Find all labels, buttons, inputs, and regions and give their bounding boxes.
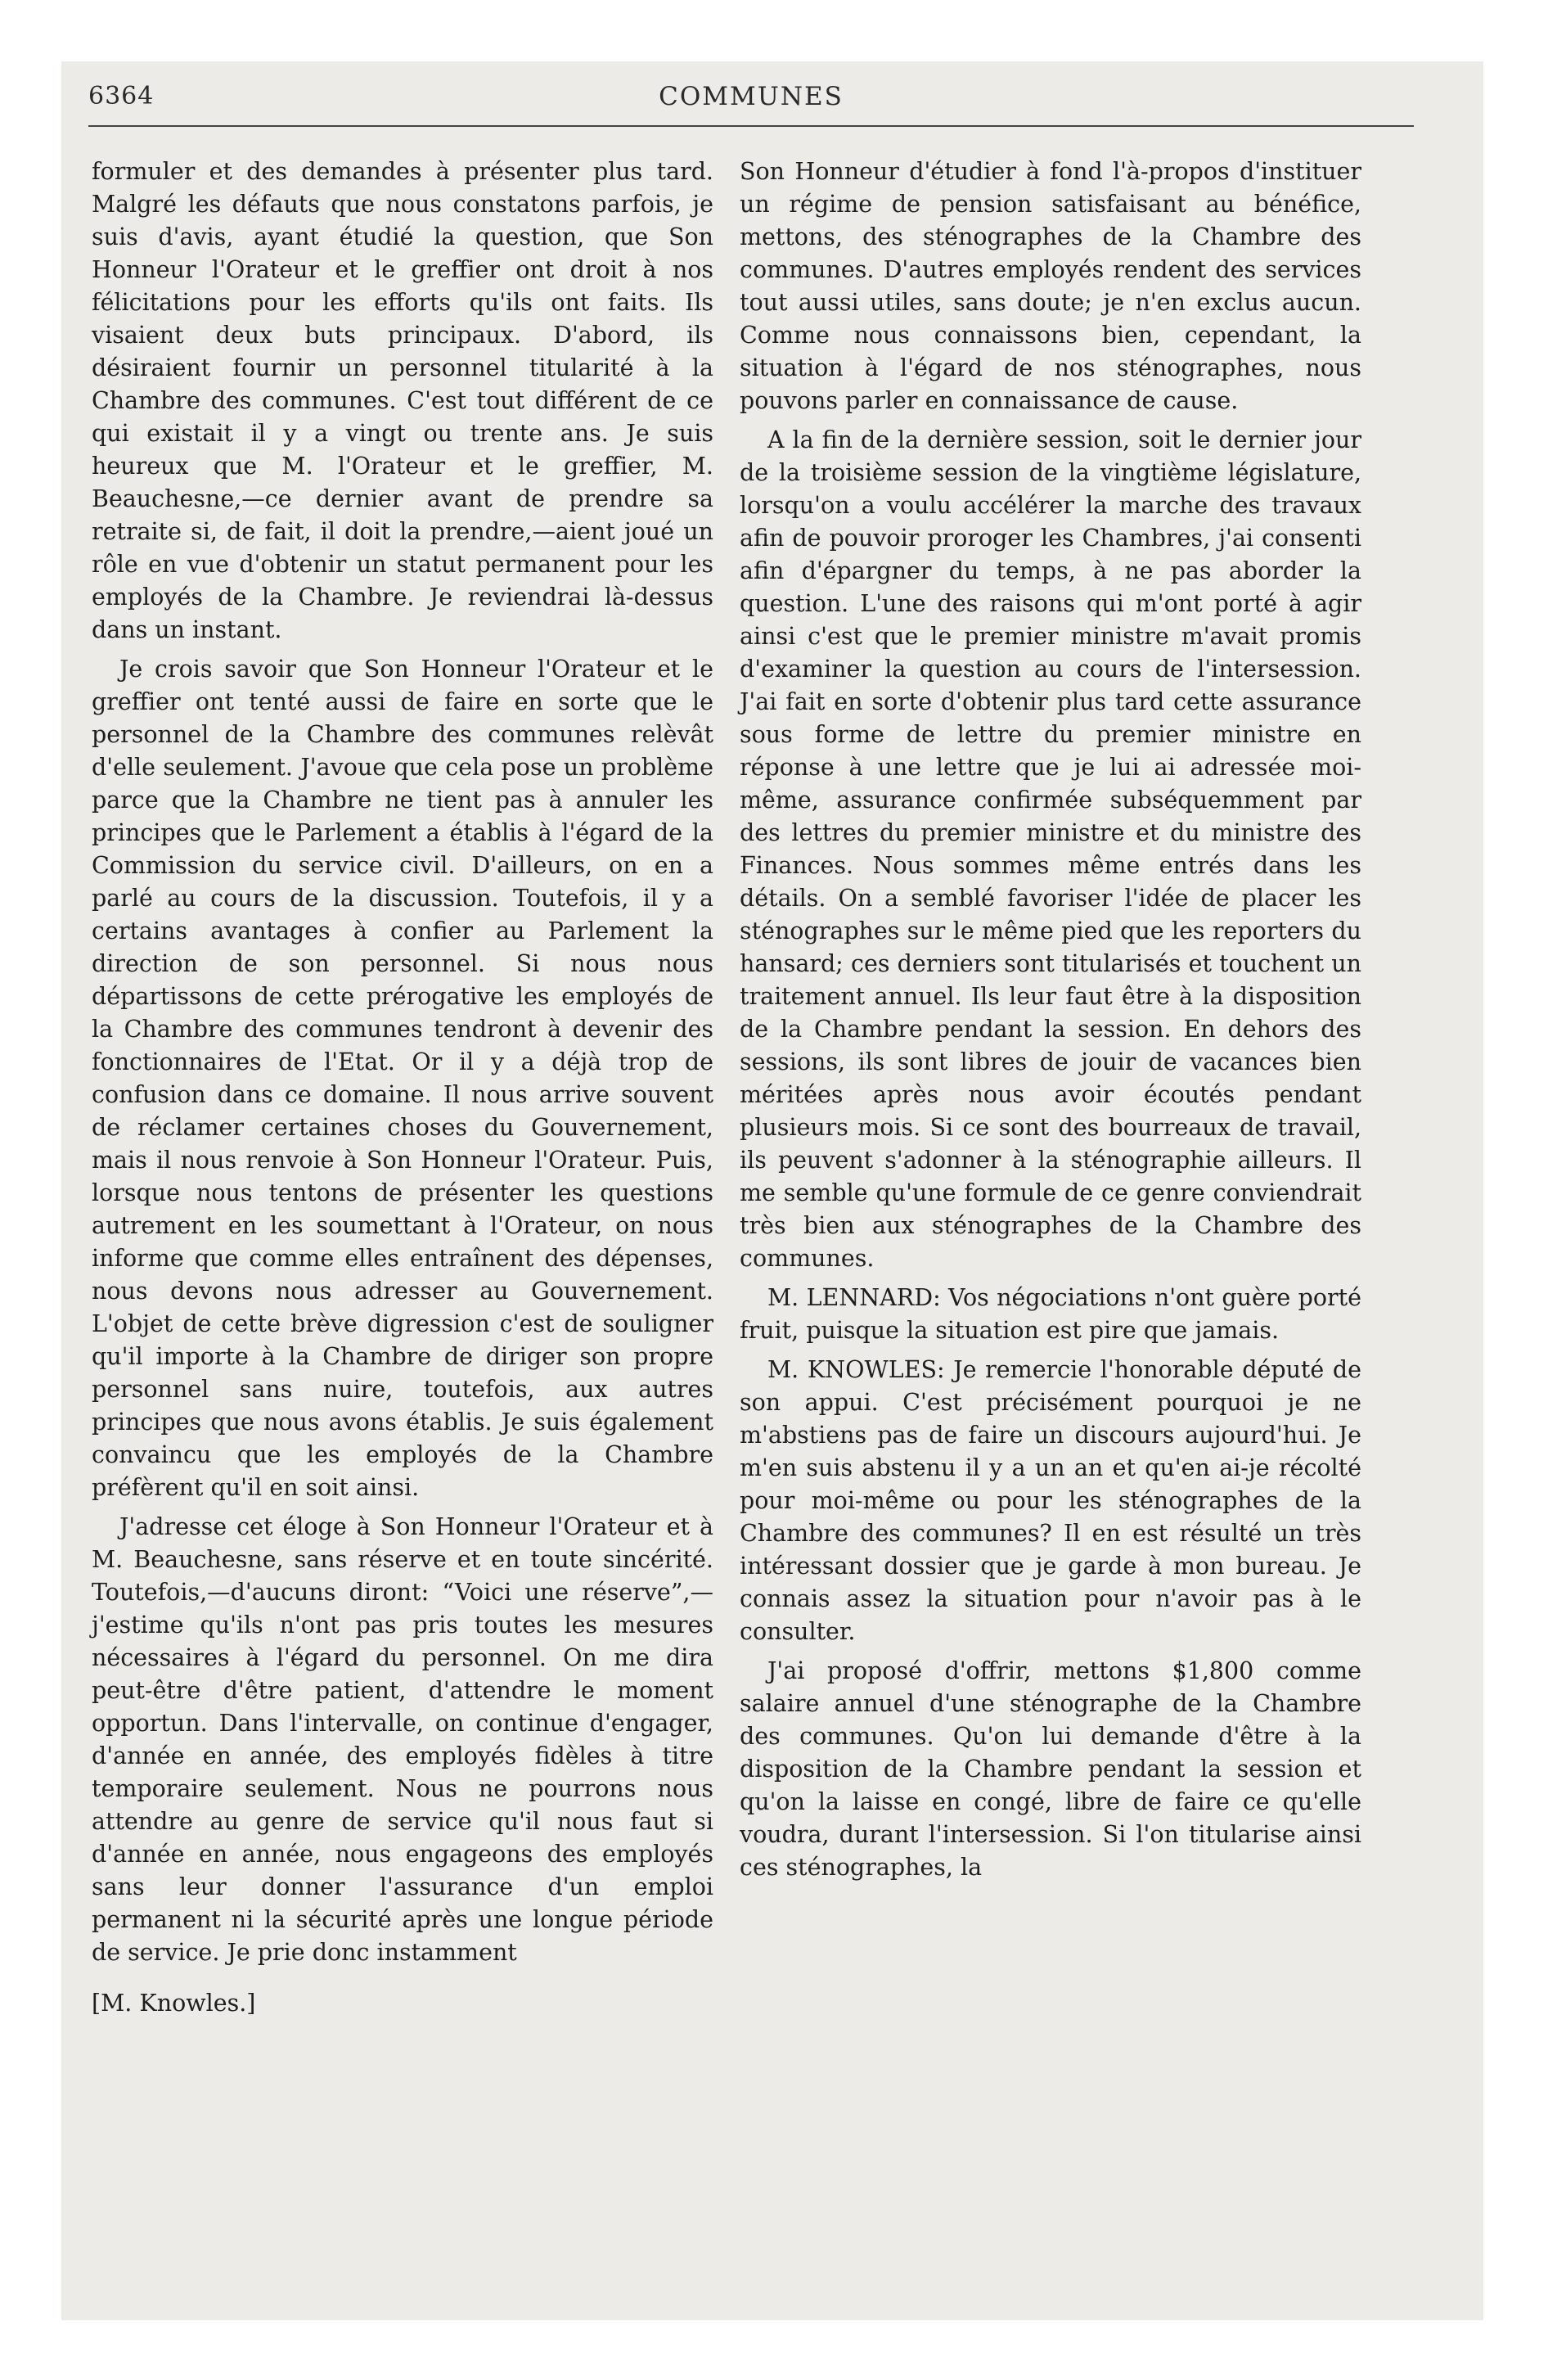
paragraph: M. KNOWLES: Je remercie l'honorable député de son appui. C'est précisément pourquoi je ne m'abstiens pas de faire un discours aujourd'hui. Je m'en suis abstenu il y a un an et qu'en ai-je récolté pour moi-même ou pour les sténographes de la Chambre des communes? Il en est résulté un très intéressant dossier que je garde à mon bureau. Je connais assez la situation pour n'avoir pas à le consulter. xyxy=(740,1356,1361,1645)
page-number: 6364 xyxy=(88,82,155,110)
left-column xyxy=(92,156,713,2026)
header-rule xyxy=(88,125,1414,127)
page-header xyxy=(88,82,1414,119)
paragraph: J'adresse cet éloge à Son Honneur l'Orateur et à M. Beauchesne, sans réserve et en toute sincérité. Toutefois,—d'aucuns diront: “Voici une réserve”,—j'estime qu'ils n'ont pas pris toutes les mesures nécessaires à l'égard du personnel. On me dira peut-être d'être patient, d'attendre le moment opportun. Dans l'intervalle, on continue d'engager, d'année en année, des employés fidèles à titre temporaire seulement. Nous ne pourrons nous attendre au genre de service qu'il nous faut si d'année en année, nous engageons des employés sans leur donner l'assurance d'un emploi permanent ni la sécurité après une longue période de service. Je prie donc instamment xyxy=(92,1513,713,1966)
right-column xyxy=(740,156,1361,1891)
paragraph: formuler et des demandes à présenter plus tard. Malgré les défauts que nous constatons parfois, je suis d'avis, ayant étudié la question, que Son Honneur l'Orateur et le greffier ont droit à nos félicitations pour les efforts qu'ils ont faits. Ils visaient deux buts principaux. D'abord, ils désiraient fournir un personnel titularité à la Chambre des communes. C'est tout différent de ce qui existait il y a vingt ou trente ans. Je suis heureux que M. l'Orateur et le greffier, M. Beauchesne,—ce dernier avant de prendre sa retraite si, de fait, il doit la prendre,—aient joué un rôle en vue d'obtenir un statut permanent pour les employés de la Chambre. Je reviendrai là-dessus dans un instant. xyxy=(92,158,713,643)
paragraph: A la fin de la dernière session, soit le dernier jour de la troisième session de la vingtième législature, lorsqu'on a voulu accélérer la marche des travaux afin de pouvoir proroger les Chambres, j'ai consenti afin d'épargner du temps, à ne pas aborder la question. L'une des raisons qui m'ont porté à agir ainsi c'est que le premier ministre m'avait promis d'examiner la question au cours de l'intersession. J'ai fait en sorte d'obtenir plus tard cette assurance sous forme de lettre du premier ministre en réponse à une lettre que je lui ai adressée moi-même, assurance confirmée subséquemment par des lettres du premier ministre et du ministre des Finances. Nous sommes même entrés dans les détails. On a semblé favoriser l'idée de placer les sténographes sur le même pied que les reporters du hansard; ces derniers sont titularisés et touchent un traitement annuel. Ils leur faut être à la disposition de la Chambre pendant la session. En dehors des sessions, ils sont libres de jouir de vacances bien méritées après nous avoir écoutés pendant plusieurs mois. Si ce sont des bourreaux de travail, ils peuvent s'adonner à la sténographie ailleurs. Il me semble qu'une formule de ce genre conviendrait très bien aux sténographes de la Chambre des communes. xyxy=(740,426,1361,1272)
paragraph: Son Honneur d'étudier à fond l'à-propos d'instituer un régime de pension satisfaisant au bénéfice, mettons, des sténographes de la Chambre des communes. D'autres employés rendent des services tout aussi utiles, sans doute; je n'en exclus aucun. Comme nous connaissons bien, cependant, la situation à l'égard de nos sténographes, nous pouvons parler en connaissance de cause. xyxy=(740,158,1361,414)
paragraph: J'ai proposé d'offrir, mettons $1,800 comme salaire annuel d'une sténographe de la Chambre des communes. Qu'on lui demande d'être à la disposition de la Chambre pendant la session et qu'on la laisse en congé, libre de faire ce qu'elle voudra, durant l'intersession. Si l'on titularise ainsi ces sténographes, la xyxy=(740,1657,1361,1881)
running-title: COMMUNES xyxy=(659,82,844,111)
paragraph: M. LENNARD: Vos négociations n'ont guère porté fruit, puisque la situation est pire que jamais. xyxy=(740,1284,1361,1344)
speaker-attribution: [M. Knowles.] xyxy=(92,1990,256,2017)
paragraph: Je crois savoir que Son Honneur l'Orateur et le greffier ont tenté aussi de faire en sorte que le personnel de la Chambre des communes relèvât d'elle seulement. J'avoue que cela pose un problème parce que la Chambre ne tient pas à annuler les principes que le Parlement a établis à l'égard de la Commission du service civil. D'ailleurs, on en a parlé au cours de la discussion. Toutefois, il y a certains avantages à confier au Parlement la direction de son personnel. Si nous nous départissons de cette prérogative les employés de la Chambre des communes tendront à devenir des fonctionnaires de l'Etat. Or il y a déjà trop de confusion dans ce domaine. Il nous arrive souvent de réclamer certaines choses du Gouvernement, mais il nous renvoie à Son Honneur l'Orateur. Puis, lorsque nous tentons de présenter les questions autrement en les soumettant à l'Orateur, on nous informe que comme elles entraînent des dépenses, nous devons nous adresser au Gouvernement. L'objet de cette brève digression c'est de souligner qu'il importe à la Chambre de diriger son propre personnel sans nuire, toutefois, aux autres principes que nous avons établis. Je suis également convaincu que les employés de la Chambre préfèrent qu'il en soit ainsi. xyxy=(92,656,713,1501)
